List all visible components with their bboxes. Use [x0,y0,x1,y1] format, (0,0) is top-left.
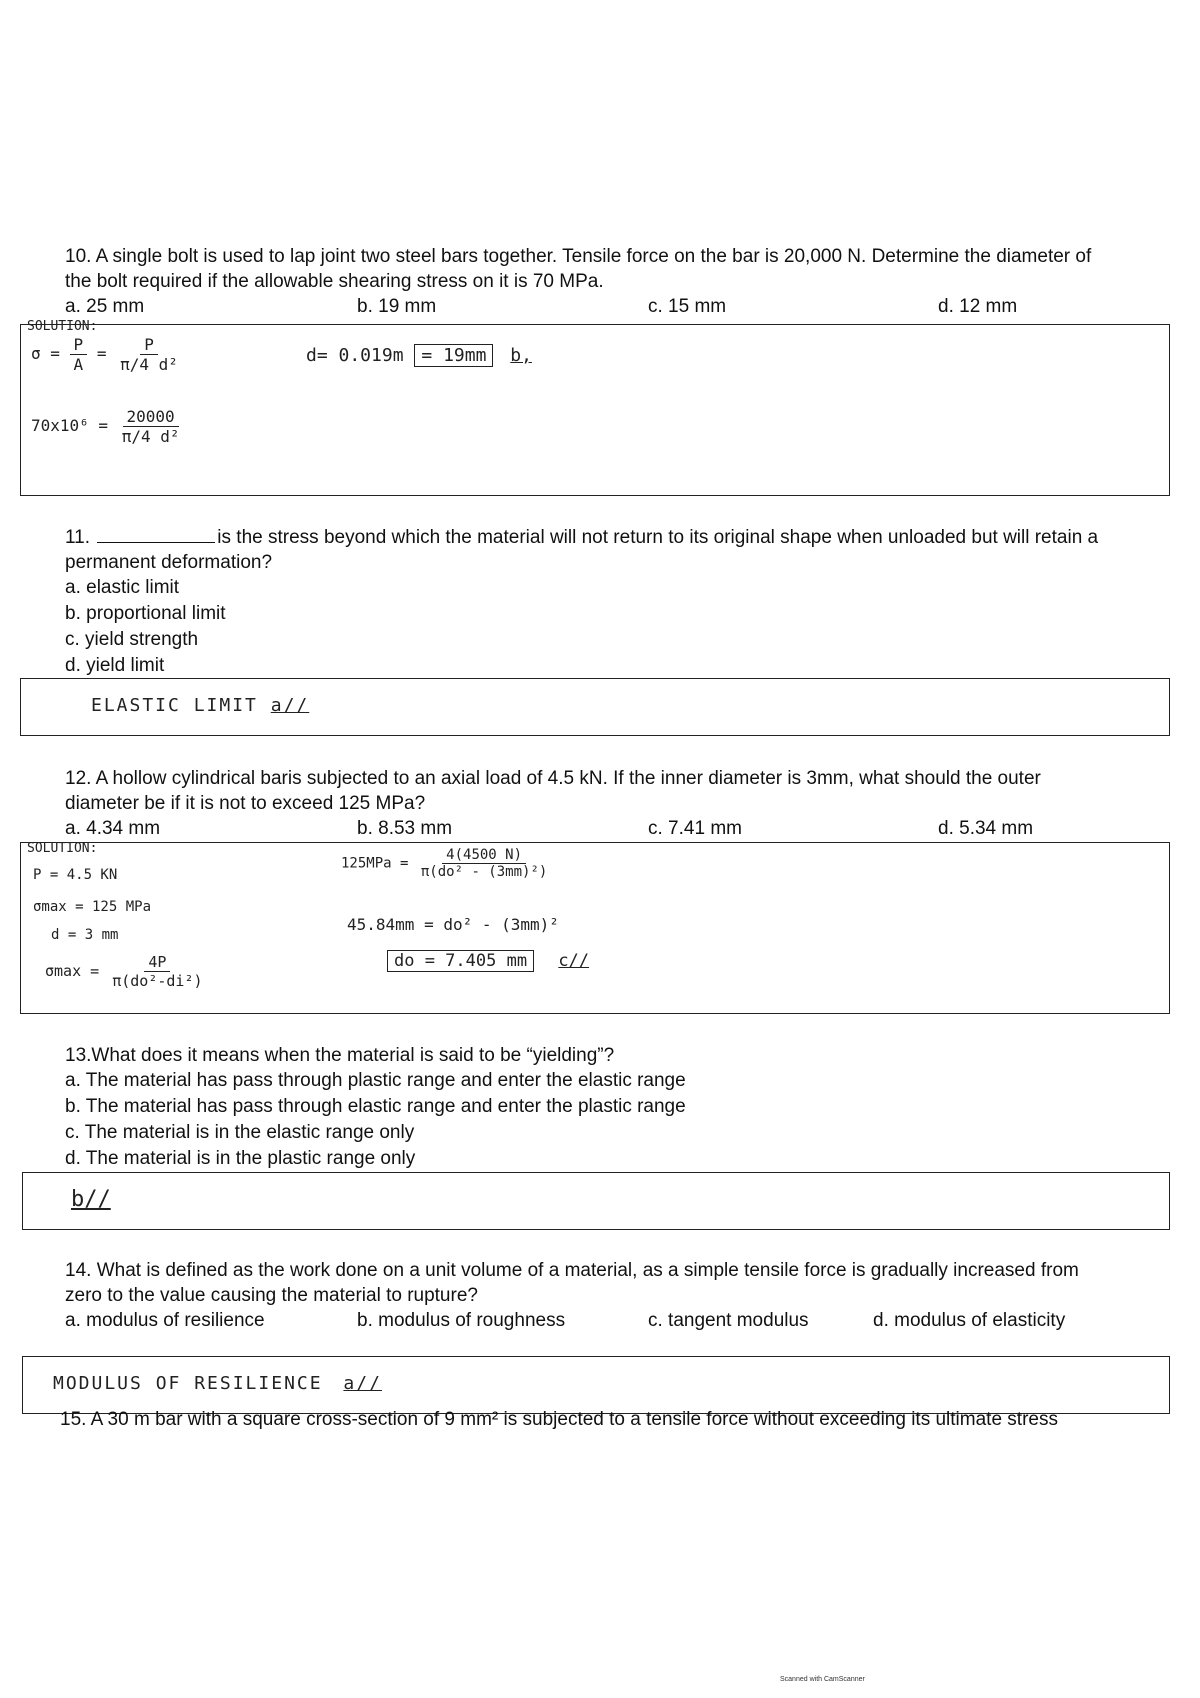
question-14 [65,1258,1120,1333]
q12-given-stress: σmax = 125 MPa [33,899,152,915]
q12-option-c: c. 7.41 mm [648,818,742,839]
q13-answer-box [22,1172,1170,1230]
q11-answer-letter: a// [270,695,310,716]
q10-solution-heading: SOLUTION: [27,319,98,334]
q10-option-c: c. 15 mm [648,296,727,317]
q14-answer-box [22,1356,1170,1414]
question-10 [65,244,1120,319]
scanner-watermark: Scanned with CamScanner [780,1676,865,1683]
q10-p-over-a: $\frac{P}{A}$ [70,335,88,374]
question-11-text: 11. is the stress beyond which the material will not return to its original shape when unloaded but will retain a permanent deformation? [65,524,1120,575]
q12-formula-fraction: $\frac{4P}{\text{π(do²-di²)}}$ [112,953,203,990]
q13-answer-letter: b// [71,1187,111,1212]
q13-option-d: d. The material is in the plastic range only [65,1148,416,1169]
q13-option-a: a. The material has pass through plastic range and enter the elastic range [65,1070,686,1091]
q10-formula: σ = $\frac{P}{A}$ = $\frac{P}{\text{π/4 d²}}$ [31,335,182,374]
q14-option-d: d. modulus of elasticity [873,1310,1066,1331]
question-14-text: 14. What is defined as the work done on a unit volume of a material, as a simple tensile force is gradually increased from zero to the value causing the material to rupture? [65,1260,1079,1306]
question-14-options [65,1308,1120,1333]
q14-option-c: c. tangent modulus [648,1310,809,1331]
question-10-options [65,294,1120,319]
q12-option-d: d. 5.34 mm [938,818,1034,839]
q11-blank [97,524,215,543]
q14-option-a: a. modulus of resilience [65,1310,265,1331]
q12-given-load: P = 4.5 KN [33,867,118,883]
q11-number: 11. [65,527,91,548]
q10-fraction-1: $\frac{P}{\text{π/4 d²}}$ [120,335,178,374]
q11-option-b: b. proportional limit [65,603,226,624]
q12-answer-letter: c// [558,951,590,971]
q12-substitution: 125MPa = $\frac{4(4500 N)}{\text{π(do² - (3mm)²)}}$ [341,847,551,880]
q13-option-b: b. The material has pass through elastic range and enter the plastic range [65,1096,686,1117]
q12-boxed-answer: do = 7.405 mm [387,950,534,972]
q10-answer-letter: b, [510,345,532,366]
q12-step: 45.84mm = do² - (3mm)² [347,915,559,934]
q14-option-b: b. modulus of roughness [357,1310,566,1331]
question-13 [65,1043,1120,1172]
question-11 [65,524,1120,679]
q11-option-d: d. yield limit [65,655,165,676]
q12-substitution-fraction: $\frac{4(4500 N)}{\text{π(do² - (3mm)²)}}$ [420,847,548,880]
q12-option-a: a. 4.34 mm [65,818,161,839]
q10-substitution: 70x10⁶ = $\frac{20000}{\text{π/4 d²}}$ [31,407,184,446]
q12-formula: σmax = $\frac{4P}{\text{π(do²-di²)}}$ [45,953,207,990]
q10-option-a: a. 25 mm [65,296,145,317]
q14-answer: MODULUS OF RESILIENCE a// [53,1373,382,1394]
question-12-options [65,816,1120,841]
question-12-text: 12. A hollow cylindrical baris subjected to an axial load of 4.5 kN. If the inner diameter is 3mm, what should the outer diameter be if it is not to exceed 125 MPa? [65,768,1041,814]
q14-answer-letter: a// [343,1373,382,1394]
q11-answer: ELASTIC LIMIT a// [91,695,310,716]
question-11-options [65,575,1120,679]
q12-result [387,951,589,971]
q13-option-c: c. The material is in the elastic range only [65,1122,415,1143]
question-10-text: 10. A single bolt is used to lap joint two steel bars together. Tensile force on the bar is 20,000 N. Determine the diameter of the bolt required if the allowable shearing stress on it is 70 MPa. [65,246,1092,292]
q11-option-a: a. elastic limit [65,577,180,598]
q10-solution-box [20,319,1170,496]
q10-fraction-2: $\frac{20000}{\text{π/4 d²}}$ [121,407,180,446]
question-15-cut-off: 15. A 30 m bar with a square cross-section of 9 mm² is subjected to a tensile force without exceeding its ultimate stress [60,1409,1058,1430]
q11-answer-box [20,678,1170,736]
q12-solution-box [20,842,1170,1014]
question-12 [65,766,1120,841]
question-13-options [65,1068,1120,1172]
q12-given-diameter: d = 3 mm [51,927,119,943]
q10-boxed-answer: = 19mm [414,344,493,367]
question-13-text: 13.What does it means when the material is said to be “yielding”? [65,1045,615,1066]
q11-option-c: c. yield strength [65,629,199,650]
q12-option-b: b. 8.53 mm [357,818,453,839]
q13-answer [71,1187,111,1212]
q10-option-b: b. 19 mm [357,296,437,317]
q12-solution-heading: SOLUTION: [27,841,98,856]
q10-result: d= 0.019m = 19mm b, [306,345,532,366]
q10-sigma: σ = [31,344,60,363]
q10-option-d: d. 12 mm [938,296,1018,317]
